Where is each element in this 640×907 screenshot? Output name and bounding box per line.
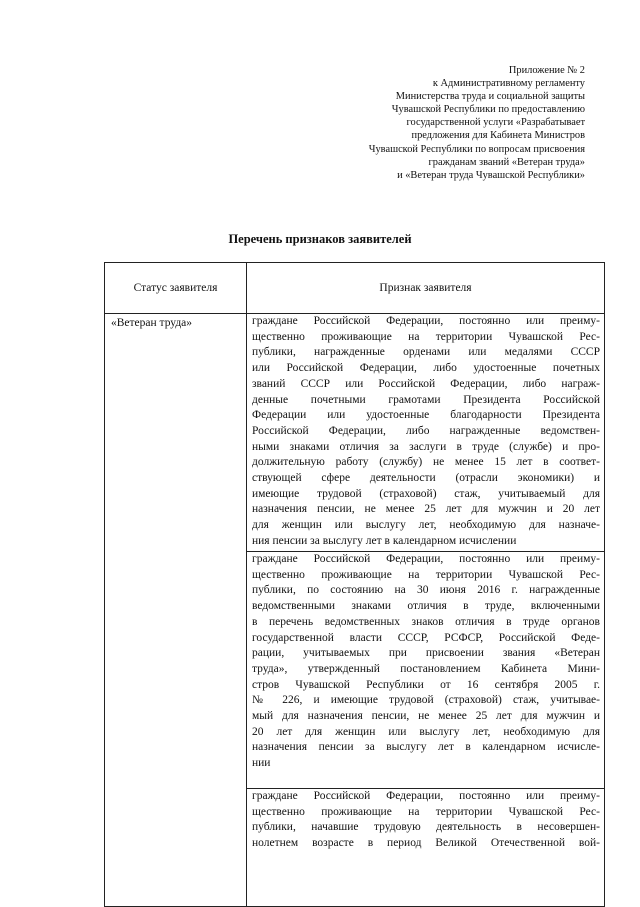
criteria-line: ведомственными знаками отличия в труде, включенными xyxy=(252,600,600,613)
appendix-line: государственной услуги «Разрабатывает xyxy=(406,117,585,129)
criteria-line: стров Чувашской Республики от 16 сентября 2005 г. xyxy=(252,678,600,691)
appendix-line: гражданам званий «Ветеран труда» xyxy=(428,156,585,168)
appendix-line: Министерства труда и социальной защиты xyxy=(395,91,585,103)
criteria-line: имеющие трудовой (страховой) стаж, учитываемый для xyxy=(252,487,600,500)
document-title: Перечень признаков заявителей xyxy=(228,232,412,246)
table-header-row xyxy=(105,263,605,314)
criteria-cell-1 xyxy=(247,314,605,552)
appendix-line: к Административному регламенту xyxy=(432,78,585,90)
criteria-line: публики, награжденные орденами или медалями СССР xyxy=(252,346,600,359)
criteria-line: 20 лет для женщин или выслугу лет, необходимую для xyxy=(252,725,600,738)
criteria-line: государственной власти СССР, РСФСР, Российской Феде- xyxy=(252,631,600,644)
criteria-line: ния пенсии за выслугу лет в календарном исчислении xyxy=(252,534,517,547)
applicant-criteria-table xyxy=(104,262,605,907)
criteria-line: граждане Российской Федерации, постоянно или преиму- xyxy=(252,790,600,802)
criteria-line: нии xyxy=(252,757,271,770)
criteria-cell-3 xyxy=(247,789,605,907)
criteria-line: или Российской Федерации, либо удостоенные почетных xyxy=(252,362,600,375)
criteria-line: назначения пенсии, не менее 25 лет для мужчин и 20 лет xyxy=(252,503,600,516)
header-status: Статус заявителя xyxy=(105,263,247,314)
criteria-line: № 226, и имеющие трудовой (страховой) стаж, учитывае- xyxy=(252,694,600,707)
criteria-line: публики, начавшие трудовую деятельность в несовершен- xyxy=(252,821,600,834)
criteria-line: в перечень ведомственных знаков отличия в труде органов xyxy=(252,615,600,628)
appendix-line: Чувашской Республики по вопросам присвоения xyxy=(368,143,585,155)
appendix-line: Приложение № 2 xyxy=(508,65,585,76)
header-criteria: Признак заявителя xyxy=(247,263,605,314)
criteria-line: щественно проживающие на территории Чувашской Рес- xyxy=(252,568,600,581)
criteria-line: граждане Российской Федерации, постоянно или преиму- xyxy=(252,553,600,565)
appendix-block xyxy=(285,64,585,182)
criteria-line: мый для назначения пенсии, не менее 25 лет для мужчин и xyxy=(252,710,600,723)
criteria-line: званий СССР или Российской Федерации, либо награж- xyxy=(252,377,600,390)
criteria-line: рации, учитываемых при присвоении звания «Ветеран xyxy=(252,647,600,660)
criteria-line: для женщин или выслугу лет, необходимую для назначе- xyxy=(252,519,600,532)
criteria-cell-2 xyxy=(247,552,605,789)
criteria-line: ными знаками отличия за заслуги в труде (службе) и про- xyxy=(252,440,600,453)
criteria-line: публики, по состоянию на 30 июня 2016 г. награжденные xyxy=(252,584,600,597)
criteria-line: назначения пенсии за выслугу лет в календарном исчисле- xyxy=(252,741,600,754)
criteria-line: Федерации или удостоенные благодарности Президента xyxy=(252,409,600,422)
appendix-line: и «Ветеран труда Чувашской Республики» xyxy=(397,169,585,181)
criteria-line: ствующей сфере деятельности (отрасли экономики) и xyxy=(252,472,600,485)
criteria-line: труда», утвержденный постановлением Кабинета Мини- xyxy=(252,662,600,675)
criteria-line: денные почетными грамотами Президента Российской xyxy=(252,393,600,406)
criteria-line: нолетнем возрасте в период Великой Отечественной вой- xyxy=(252,837,600,850)
criteria-line: щественно проживающие на территории Чувашской Рес- xyxy=(252,330,600,343)
criteria-line: должительную работу (службу) не менее 15 лет в соответ- xyxy=(252,456,600,469)
status-cell: «Ветеран труда» xyxy=(105,314,247,907)
criteria-line: Российской Федерации, либо награжденные ведомствен- xyxy=(252,424,600,437)
appendix-line: Чувашской Республики по предоставлению xyxy=(391,104,585,116)
criteria-line: граждане Российской Федерации, постоянно или преиму- xyxy=(252,315,600,327)
criteria-line: щественно проживающие на территории Чувашской Рес- xyxy=(252,805,600,818)
table-row xyxy=(105,314,605,552)
appendix-line: предложения для Кабинета Министров xyxy=(411,130,585,142)
